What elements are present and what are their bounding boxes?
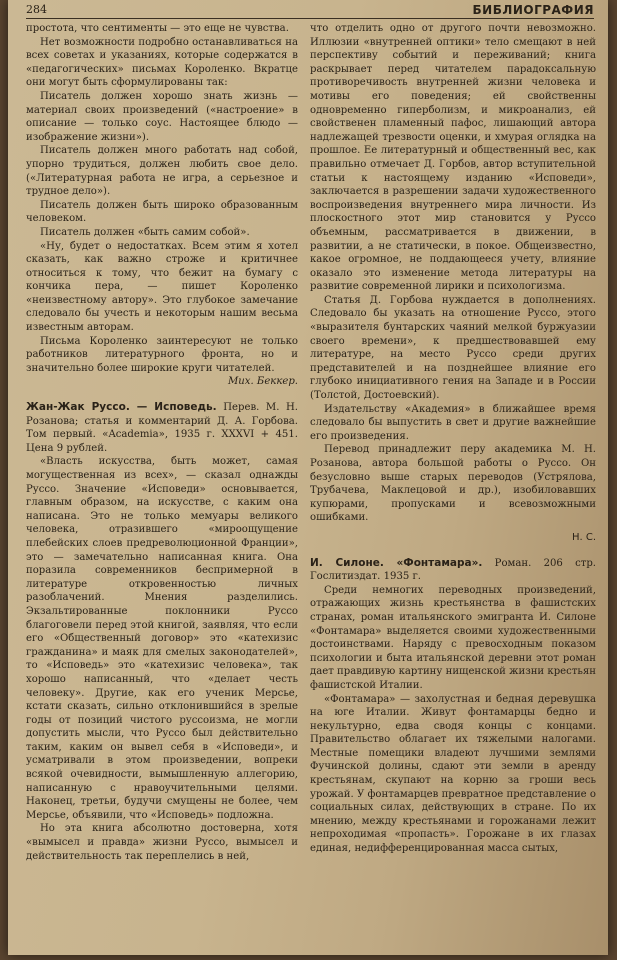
- paragraph: «Фонтамара» — захолустная и бедная деревушка на юге Италии. Живут фонтамарцы бедно и некультурно, едва сводя концы с концами. Правительство облагает их тяжелыми налогами. Местные помещики владеют лучшими землями Фучинской долины, сдают эти земли в аренду крестьянам, скупают на корню за гроши весь урожай. У фонтамарцев превратное представление о социальных силах, действующих в стране. По их мнению, между крестьянами и горожанами лежит непроходимая «пропасть». Горожане в их глазах единая, недифференцированная масса сытых,: [310, 693, 596, 855]
- page-number: 284: [26, 3, 47, 16]
- header-rule: [26, 18, 594, 19]
- paragraph: Перевод принадлежит перу академика М. Н. Розанова, автора большой работы о Руссо. Он безусловно выше старых переводов (Устрялова, Трубачева, Маклецовой и др.), изобиловавших купюрами, пропусками и всевозможными ошибками.: [310, 444, 596, 524]
- paragraph: Писатель должен много работать над собой, упорно трудиться, должен любить свое дело. («Литературная работа не игра, а серьезное и трудное дело»).: [26, 145, 298, 198]
- right-column: [310, 22, 596, 856]
- paragraph: что отделить одно от другого почти невозможно. Иллюзии «внутренней оптики» тело смещают в ней перспективу событий и переживаний; книга раскрывает перед читателем парадоксальную противоречивость внутренней жизни человека и мотивы его поведения; ей свойственны одновременно гиперболизм, и микроанализ, ей свойственен пламенный пафос, лишающий автора надлежащей трезвости оценки, и хмурая оглядка на прошлое. Ее литературный и общественный вес, как правильно отмечает Д. Горбов, автор вступительной статьи к настоящему изданию «Исповеди», заключается в разрешении задачи художественного воспроизведения внутреннего мира личности. Из плоскостного этот мир становится у Руссо объемным, рассматривается в движении, в развитии, а не статически, в покое. Общеизвестно, какое огромное, не поддающееся учету, влияние оказало это изменение метода литературы на развитие современной лирики и психологизма.: [310, 23, 596, 293]
- paragraph: Издательству «Академия» в ближайшее время следовало бы выпустить в свет и другие важнейшие его произведения.: [310, 403, 596, 442]
- left-column: [26, 22, 298, 863]
- paragraph: Среди немногих переводных произведений, отражающих жизнь крестьянства в фашистских странах, роман итальянского эмигранта И. Силоне «Фонтамара» выделяется своими художественными достоинствами. Наряду с превосходным показом психологии и быта итальянской деревни этот роман дает правдивую картину нищенской жизни крестьян фашистской Италии.: [310, 584, 596, 691]
- review-signature: Н. С.: [571, 531, 596, 543]
- book-page: [8, 0, 608, 955]
- review-meta: Роман. 206 стр. Гослитиздат. 1935 г.: [310, 557, 597, 583]
- review-meta: Перев. М. Н. Розанова; статья и комментарий Д. А. Горбова. Том первый. «Academia», 1935 г. XXXVI + 451. Цена 9 рублей.: [26, 402, 298, 454]
- paragraph: Нет возможности подробно останавливаться на всех советах и указаниях, которые содержатся в «педагогических» письмах Короленко. Вкратце они могут быть сформулированы так:: [26, 36, 298, 89]
- paragraph: Писатель должен хорошо знать жизнь — материал своих произведений («настроение» в описание — только соус. Настоящее блюдо — изображение жизни»).: [26, 90, 298, 143]
- paragraph: Письма Короленко заинтересуют не только работников литературного фронта, но и значительно более широкие круги читателей.: [26, 335, 298, 374]
- review-heading: [310, 557, 596, 584]
- review-title: Жан-Жак Руссо. — Исповедь.: [26, 401, 217, 414]
- paragraph: Писатель должен «быть самим собой».: [40, 226, 250, 238]
- paragraph: «Власть искусства, быть может, самая могущественная из всех», — сказал однажды Руссо. Значение «Исповеди» основывается, главным образом, на искусстве, с каким она написана. Это не только мемуары великого человека, отразившего «мироощущение плебейских слоев предреволюционной Франции», это — замечательно написанная книга. Она поразила современников беспримерной в литературе откровенностью личных разоблачений. Мнения разделились. Экзальтированные поклонники Руссо благоговели перед этой книгой, заявляя, что если его «Общественный договор» это «катехизис гражданина» и маяк для смелых законодателей», то «Исповедь» это «катехизис человека», так хорошо написанный, что «делает честь человеку». Другие, как его ученик Мерсье, кстати сказать, сильно отклонившийся в зрелые годы от позиций чистого руссоизма, не могли допустить мысли, что Руссо был действительно таким, каким он вывел себя в «Исповеди», и усматривали в этом произведении, вопреки всякой очевидности, вымышленную аллегорию, написанную с нравоучительными целями. Наконец, третьи, будучи смущены не более, чем Мерсье, объявили, что «Исповедь» подложна.: [26, 456, 298, 821]
- review-title: И. Силоне. «Фонтамара».: [310, 556, 483, 569]
- paragraph: Но эта книга абсолютно достоверна, хотя «вымысел и правда» жизни Руссо, вымысел и действительность так переплелись в ней,: [26, 823, 298, 862]
- paragraph: Статья Д. Горбова нуждается в дополнениях. Следовало бы указать на отношение Руссо, этого «выразителя бунтарских чаяний мелкой буржуазии своего времени», к предшествовавшей ему литературе, на место Руссо среди других представителей и на позднейшее влияние его глубоко инициативного гения на Западе и в России (Толстой, Достоевский).: [310, 294, 596, 402]
- section-title: БИБЛИОГРАФИЯ: [472, 3, 594, 17]
- paragraph: Писатель должен быть широко образованным человеком.: [26, 199, 298, 225]
- paragraph: простота, что сентименты — это еще не чувства.: [26, 23, 289, 34]
- review-heading: [26, 401, 298, 455]
- review-signature: Мих. Беккер.: [227, 376, 298, 388]
- quote-paragraph: «Ну, будет о недостатках. Всем этим я хотел сказать, как важно строже и критичнее относиться к тому, что бежит на бумагу с кончика пера, — пишет Короленко «неизвестному автору». Это глубокое замечание следовало бы учесть и некоторым нашим весьма известным авторам.: [26, 240, 298, 334]
